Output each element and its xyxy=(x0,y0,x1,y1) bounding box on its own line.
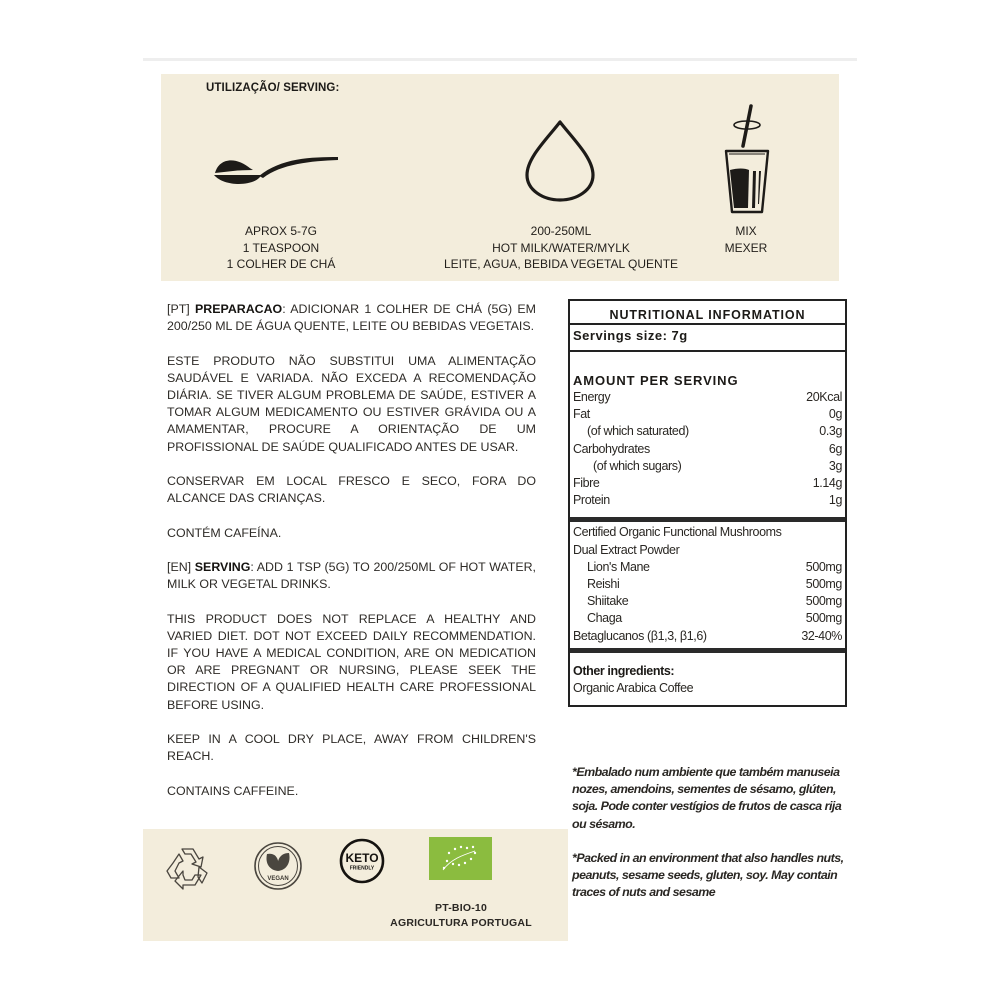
en-storage: KEEP IN A COOL DRY PLACE, AWAY FROM CHILDREN'S REACH. xyxy=(167,731,536,764)
mix-line: MIX xyxy=(735,224,757,238)
dose-line: 1 COLHER DE CHÁ xyxy=(226,257,336,271)
dose-line: APROX 5-7G xyxy=(244,224,318,238)
section-divider xyxy=(570,517,845,522)
water-drop-icon xyxy=(426,118,696,207)
nutrition-title: NUTRITIONAL INFORMATION xyxy=(570,301,845,325)
top-divider xyxy=(143,58,857,61)
mushroom-row-shiitake: Shiitake 500mg xyxy=(587,594,842,609)
nutrient-row-fibre: Fibre 1.14g xyxy=(573,476,842,491)
pt-caffeine: CONTÉM CAFEÍNA. xyxy=(167,525,282,540)
eu-organic-leaf-icon xyxy=(429,837,492,880)
section-divider xyxy=(570,648,845,653)
serving-dose xyxy=(211,74,351,281)
allergen-notice-pt: *Embalado num ambiente que também manuseia nozes, amendoins, sementes de sésamo, glúten, soja. Pode conter vestígios de frutos de casca rija ou sésamo. xyxy=(572,765,842,831)
serving-liquid xyxy=(426,74,696,281)
en-caffeine: CONTAINS CAFFEINE. xyxy=(167,783,299,798)
pt-storage: CONSERVAR EM LOCAL FRESCO E SECO, FORA DO ALCANCE DAS CRIANÇAS. xyxy=(167,474,536,506)
other-ingredients-heading: Other ingredients: xyxy=(573,663,675,678)
serving-title: UTILIZAÇÃO/ SERVING: xyxy=(206,82,340,94)
en-serving: [EN] SERVING: ADD 1 TSP (5G) TO 200/250ML OF HOT WATER, MILK OR VEGETAL DRINKS. xyxy=(167,559,537,592)
mushroom-row-lions-mane: Lion's Mane 500mg xyxy=(587,559,842,574)
mushroom-row-chaga: Chaga 500mg xyxy=(587,611,842,626)
mixing-glass-icon xyxy=(701,104,791,219)
allergen-notice xyxy=(572,764,854,918)
serving-mix xyxy=(701,74,791,281)
liquid-line: HOT MILK/WATER/MYLK xyxy=(492,240,630,255)
pt-preparation: [PT] PREPARACAO: ADICIONAR 1 COLHER DE CHÁ (5G) EM 200/250 ML DE ÁGUA QUENTE, LEITE OU BEBIDAS VEGETAIS. xyxy=(167,302,536,334)
en-serving-label: SERVING xyxy=(194,559,251,574)
amount-per-serving-heading: AMOUNT PER SERVING xyxy=(573,373,739,388)
nutrient-row-sugars: (of which sugars) 3g xyxy=(593,458,842,473)
nutrition-table xyxy=(568,299,847,707)
serving-size: Servings size: 7g xyxy=(570,325,845,352)
en-warning: THIS PRODUCT DOES NOT REPLACE A HEALTHY AND VARIED DIET. DOT NOT EXCEED DAILY RECOMMENDATION. IF YOU HAVE A MEDICAL CONDITION, ARE ON MEDICATION OR ARE PREGNANT OR NURSING, PLEASE SEEK THE DIRECTION OF A QUALIFIED HEALTH CARE PROFESSIONAL BEFORE USING. xyxy=(167,611,536,712)
eu-organic-code: PT-BIO-10 xyxy=(435,902,487,914)
mushroom-subheading: Dual Extract Powder xyxy=(573,542,680,557)
certification-banner xyxy=(143,829,568,941)
betaglucans-row: Betaglucanos (β1,3, β1,6) 32-40% xyxy=(573,628,842,643)
recycle-icon xyxy=(165,845,211,891)
mushroom-row-reishi: Reishi 500mg xyxy=(587,577,842,592)
liquid-line: 200-250ML xyxy=(530,224,592,238)
pt-preparation-label: PREPARACAO xyxy=(195,302,283,316)
pt-warning: ESTE PRODUTO NÃO SUBSTITUI UMA ALIMENTAÇÃO SAUDÁVEL E VARIADA. NÃO EXCEDA A RECOMENDAÇÃO DIÁRIA. SE TIVER ALGUM PROBLEMA DE SAÚDE, ESTIVER A TOMAR ALGUM MEDICAMENTO OU ESTIVER GRÁVIDA OU A AMAMENTAR, PROCURE A ORIENTAÇÃO DE UM PROFISSIONAL DE SAÚDE QUALIFICADO ANTES DE USAR. xyxy=(167,353,536,454)
spoon-icon xyxy=(211,152,351,197)
other-ingredients-value: Organic Arabica Coffee xyxy=(573,681,694,696)
keto-label: KETO xyxy=(345,851,379,865)
mushroom-heading: Certified Organic Functional Mushrooms xyxy=(573,525,782,540)
nutrient-row-fat: Fat 0g xyxy=(573,407,842,422)
allergen-notice-en: *Packed in an environment that also handles nuts, peanuts, sesame seeds, gluten, soy. May contain traces of nuts and sesame xyxy=(572,850,844,900)
keto-friendly-icon xyxy=(339,838,385,884)
eu-organic-origin: AGRICULTURA PORTUGAL xyxy=(390,917,532,929)
friendly-label: FRIENDLY xyxy=(349,865,375,872)
nutrient-row-energy: Energy 20Kcal xyxy=(573,390,842,404)
mix-line: MEXER xyxy=(724,240,768,255)
nutrient-row-carbohydrates: Carbohydrates 6g xyxy=(573,441,842,456)
nutrient-row-protein: Protein 1g xyxy=(573,493,842,508)
dose-line: 1 TEASPOON xyxy=(242,240,320,255)
liquid-line: LEITE, AGUA, BEBIDA VEGETAL QUENTE xyxy=(443,257,679,271)
nutrient-row-saturated: (of which saturated) 0.3g xyxy=(587,424,842,439)
instructions xyxy=(167,301,536,800)
vegan-badge-icon xyxy=(253,841,303,891)
eu-organic-caption xyxy=(371,901,551,931)
serving-banner xyxy=(161,74,839,281)
vegan-label: VEGAN xyxy=(267,876,289,882)
